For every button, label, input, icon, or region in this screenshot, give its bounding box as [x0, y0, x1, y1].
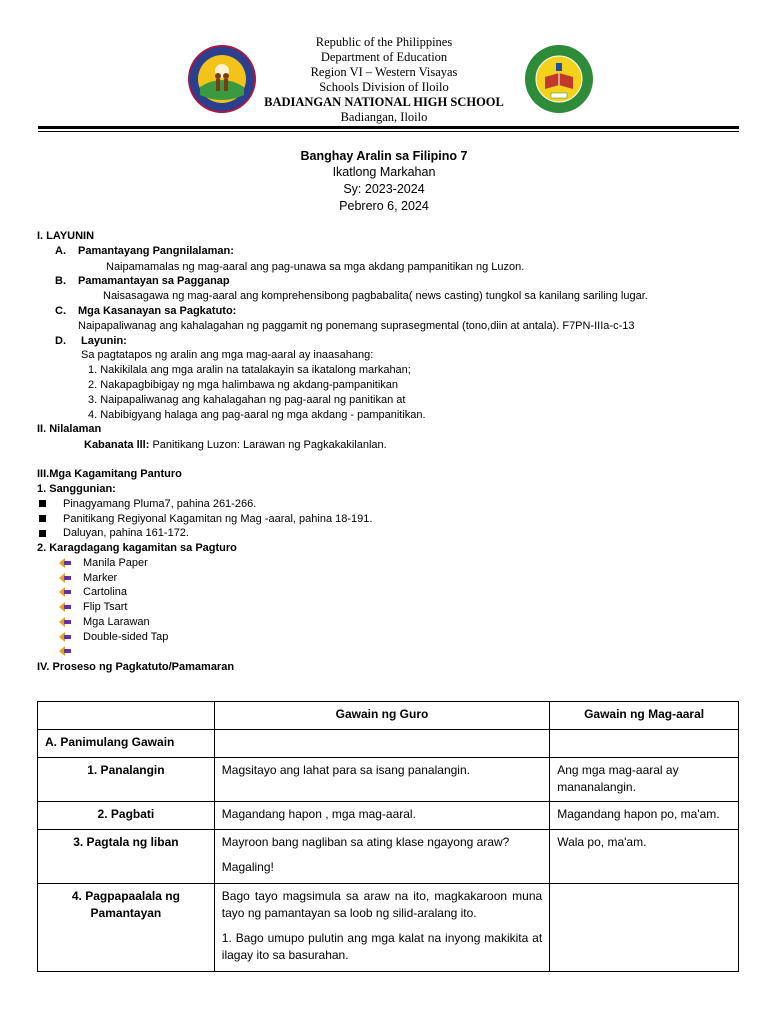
row-label: 4. Pagpapaalala ng Pamantayan — [38, 884, 215, 972]
table-header-row — [38, 702, 739, 730]
reference-item: Pinagyamang Pluma7, pahina 261-266. — [63, 498, 257, 510]
arrow-bullet-icon — [59, 602, 71, 612]
material-item: Mga Larawan — [83, 615, 150, 628]
guro-cell — [214, 830, 549, 884]
header-division: Schools Division of Iloilo — [319, 80, 449, 94]
guro-text: Magsitayo ang lahat para sa isang panalangin. — [221, 763, 470, 777]
school-year: Sy: 2023-2024 — [343, 182, 425, 196]
material-item: Marker — [83, 571, 118, 584]
reference-item: Panitikang Regiyonal Kagamitan ng Mag -aaral, pahina 18-191. — [63, 513, 373, 525]
mag-aaral-cell: Wala po, ma'am. — [550, 830, 739, 884]
kabanata-label: Kabanata lll: — [84, 439, 150, 451]
header-gawain-mag-aaral: Gawain ng Mag-aaral — [550, 702, 739, 730]
header-rule-thick — [38, 126, 739, 129]
header-rule-thin — [38, 131, 739, 132]
guro-cell — [214, 884, 549, 972]
guro-cell — [214, 802, 549, 830]
item-a-title: Pamantayang Pangnilalaman: — [78, 245, 234, 257]
objective-item: 2. Nakapagbibigay ng mga halimbawa ng akdang-pampanitikan — [88, 379, 399, 391]
kabanata-line — [84, 438, 387, 452]
guro-text: Magaling! — [221, 860, 274, 874]
objective-item: 4. Nabibigyang halaga ang pag-aaral ng mga akdang - pampanitikan. — [88, 409, 426, 421]
arrow-bullet-icon — [59, 617, 71, 627]
mag-aaral-cell: Ang mga mag-aaral ay mananalangin. — [550, 758, 739, 802]
item-b-text: Naisasagawa ng mag-aaral ang komprehensibong pagbabalita( news casting) tungkol sa kanilang sariling lugar. — [103, 290, 648, 302]
sanggunian-heading: 1. Sanggunian: — [37, 483, 116, 495]
table-row — [38, 830, 739, 884]
item-b-label: B. — [55, 275, 66, 287]
header-region: Region VI – Western Visayas — [310, 65, 458, 79]
arrow-bullet-icon — [59, 632, 71, 642]
material-item: Flip Tsart — [83, 601, 128, 614]
header-republic: Republic of the Philippines — [315, 35, 453, 49]
guro-text: Bago tayo magsimula sa araw na ito, magkakaroon muna tayo ng pamantayan sa loob ng silid-aralang ito. — [221, 889, 543, 920]
header-deped: Department of Education — [320, 50, 448, 64]
section-3-heading: III.Mga Kagamitang Panturo — [37, 468, 182, 480]
item-b-title: Pamamantayan sa Pagganap — [78, 275, 230, 287]
mag-aaral-cell — [550, 884, 739, 972]
table-section-row — [38, 730, 739, 758]
table-cell-empty — [214, 730, 549, 758]
table-row — [38, 884, 739, 972]
item-c-label: C. — [55, 305, 66, 317]
square-bullet-icon — [39, 530, 46, 537]
item-d-intro: Sa pagtatapos ng aralin ang mga mag-aaral ay inaasahang: — [81, 349, 374, 361]
table-cell-empty — [550, 730, 739, 758]
lesson-procedure-table — [37, 701, 739, 972]
material-item: Manila Paper — [83, 557, 148, 569]
section-2-heading: II. Nilalaman — [37, 423, 102, 435]
section-4-heading: IV. Proseso ng Pagkatuto/Pamamaran — [37, 661, 235, 673]
objective-item: 1. Nakikilala ang mga aralin na tatalakayin sa ikatalong markahan; — [88, 364, 411, 376]
karagdagang-heading: 2. Karagdagang kagamitan sa Pagturo — [37, 542, 237, 554]
row-label: 2. Pagbati — [38, 802, 215, 830]
section-a-label: A. Panimulang Gawain — [38, 730, 215, 758]
table-row — [38, 802, 739, 830]
item-c-title: Mga Kasanayan sa Pagkatuto: — [78, 305, 237, 317]
table-row — [38, 758, 739, 802]
guro-text: Mayroon bang nagliban sa ating klase ngayong araw? — [221, 835, 510, 849]
item-d-title: Layunin: — [81, 335, 127, 347]
arrow-bullet-icon — [59, 573, 71, 583]
kabanata-text: Panitikang Luzon: Larawan ng Pagkakakilanlan. — [149, 439, 387, 451]
item-a-label: A. — [55, 245, 66, 257]
header-address: Badiangan, Iloilo — [340, 110, 428, 124]
objective-item: 3. Naipapaliwanag ang kahalagahan ng pag-aaral ng panitikan at — [88, 394, 406, 406]
guro-cell — [214, 758, 549, 802]
arrow-bullet-icon — [59, 558, 71, 568]
table-header-blank — [38, 702, 215, 730]
arrow-bullet-icon — [59, 646, 71, 656]
quarter-label: Ikatlong Markahan — [332, 165, 436, 179]
row-label: 1. Panalangin — [38, 758, 215, 802]
mag-aaral-cell: Magandang hapon po, ma'am. — [550, 802, 739, 830]
item-d-label: D. — [55, 335, 66, 347]
item-a-text: Naipamamalas ng mag-aaral ang pag-unawa sa mga akdang pampanitikan ng Luzon. — [106, 261, 525, 273]
row-label: 3. Pagtala ng liban — [38, 830, 215, 884]
square-bullet-icon — [39, 515, 46, 522]
guro-text: 1. Bago umupo pulutin ang mga kalat na inyong makikita at ilagay ito sa basurahan. — [221, 931, 543, 962]
material-item: Cartolina — [83, 586, 128, 599]
guro-text: Magandang hapon , mga mag-aaral. — [221, 807, 416, 821]
lesson-date: Pebrero 6, 2024 — [339, 199, 429, 213]
reference-item: Daluyan, pahina 161-172. — [63, 527, 189, 539]
section-1-heading: I. LAYUNIN — [37, 230, 95, 242]
item-c-text: Naipapaliwanag ang kahalagahan ng paggamit ng ponemang suprasegmental (tono,diin at antala). F7PN-IIIa-c-13 — [78, 320, 635, 332]
lesson-plan-title: Banghay Aralin sa Filipino 7 — [300, 149, 468, 163]
material-item: Double-sided Tap — [83, 630, 169, 643]
square-bullet-icon — [39, 500, 46, 507]
arrow-bullet-icon — [59, 587, 71, 597]
header-school-name: BADIANGAN NATIONAL HIGH SCHOOL — [264, 95, 504, 109]
header-gawain-guro: Gawain ng Guro — [214, 702, 549, 730]
